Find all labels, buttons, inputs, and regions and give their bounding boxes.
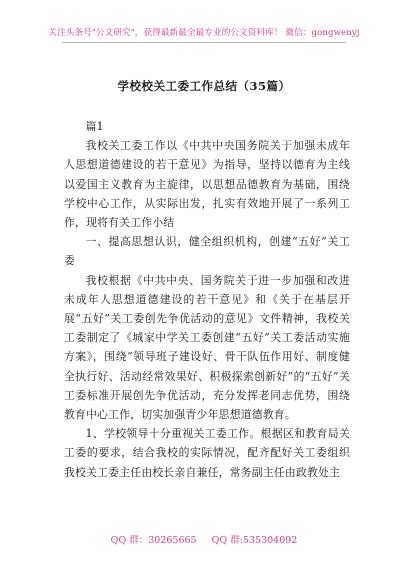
footer-qq-group-2: QQ 群:535304092 — [211, 535, 298, 546]
body-paragraph: 1、学校领导十分重视关工委工作。根据区和教育局关工委的要求，结合我校的实际情况，配齐配好关工委组织我校关工委主任由校长亲自兼任，常务副主任由政教处主 — [64, 427, 350, 479]
header-divider — [62, 42, 346, 43]
body-paragraph: 我校关工委工作以《中共中央国务院关于加强未成年人思想道德建设的若干意见》为指导，坚持以德育为主线以爱国主义教育为主旋律，以思想品德教育为基础，围绕学校中心工作，从实际出发，扎实有效地开展了一系列工作，现将有关工作小结 — [64, 139, 350, 230]
document-title: 学校校关工委工作总结（35篇） — [117, 79, 291, 93]
section-label: 篇1 — [85, 120, 104, 133]
header-promo-note: 关注头条号"公文研究"，获得最新最全最专业的公文资料库！ 微信：gongwenyj — [48, 28, 360, 38]
section-heading: 一、提高思想认识，健全组织机构，创建“五好”关工委 — [64, 235, 350, 268]
footer-contact — [0, 532, 408, 546]
footer-qq-group-1: QQ 群：30265665 — [110, 535, 197, 546]
body-paragraph: 我校根据《中共中央、国务院关于进一步加强和改进未成年人思想道德建设的若干意见》和《关于在基层开展“五好”关工委创先争优活动的意见》文件精神，我校关工委制定了《城家中学关工委创建“五好”关工委活动实施方案》，围绕“领导班子建设好、骨干队伍作用好、制度健全执行好、活动经常效果好、积极探索创新好”的“五好”关工委标准开展创先争优活动，充分发挥老同志优势，围绕教育中心工作，切实加强青少年思想道德教育。 — [64, 273, 350, 422]
document-body — [64, 117, 350, 482]
